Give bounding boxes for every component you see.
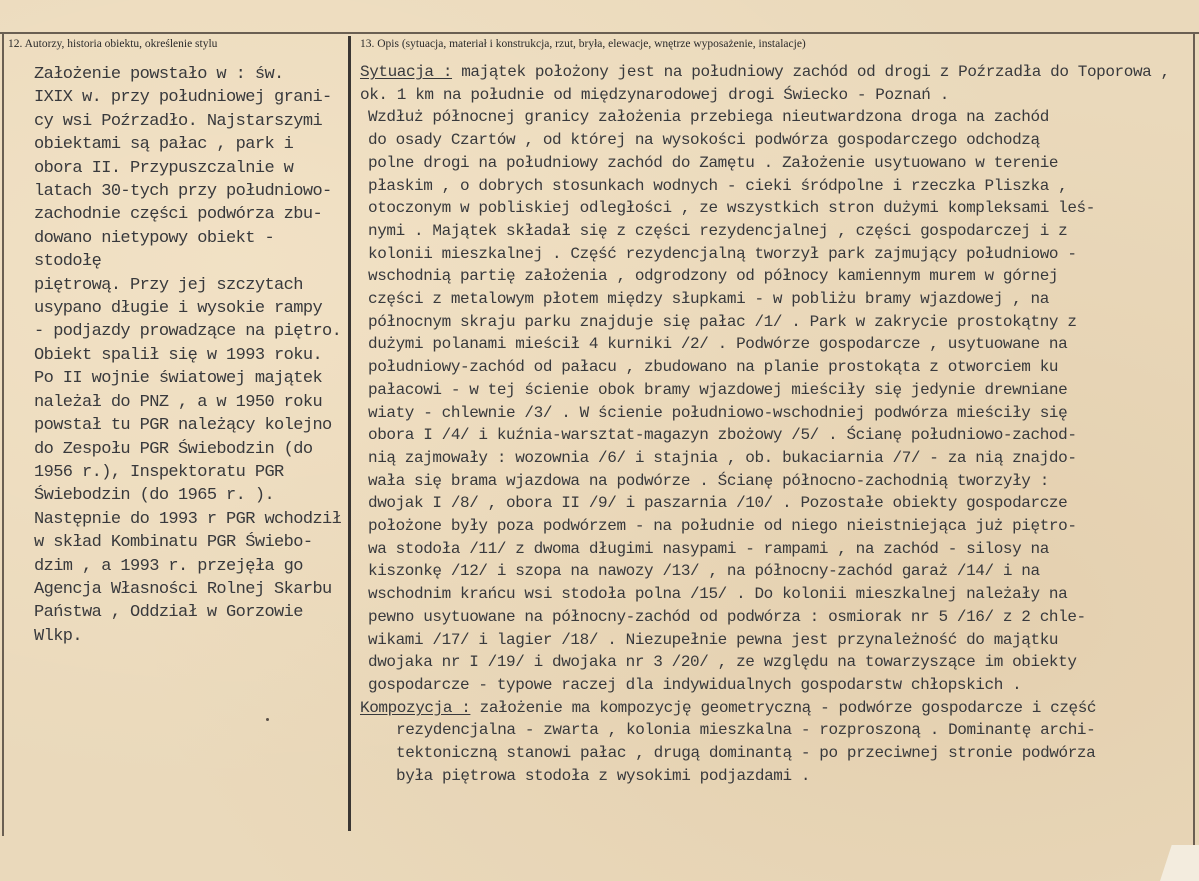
kompozycja-paragraph [360, 697, 1190, 720]
kompozycja-label: Kompozycja : [360, 698, 471, 717]
form-left-rule [2, 32, 4, 836]
sytuacja-body: Wzdłuż północnej granicy założenia przebiega nieutwardzona droga na zachód do osady Czartów , od której na wysokości podwórza gospodarczego odchodzą polne drogi na południowy zachód do Zamętu . Założenie usytuowano w terenie płaskim , o dobrych stosunkach wodnych - cieki śródpolne i rzeczka Pliszka , otoczonym w pobliskiej odległości , ze wszystkich stron dużymi kompleksami leś- nymi . Majątek składał się z części rezydencjalnej , części gospodarczej i z kolonii mieszkalnej . Część rezydencjalną tworzył park zajmujący południowo - wschodnią partię założenia , odgrodzony od północy kamiennym murem w górnej części z metalowym płotem między słupkami - w pobliżu bramy wjazdowej , na północnym skraju parku znajduje się pałac /1/ . Park w zakrycie prostokątny z dużymi polanami mieścił 4 kurniki /2/ . Podwórze gospodarcze , usytuowane na południowy-zachód od pałacu , zbudowano na planie prostokąta z otworciem ku pałacowi - w tej ścienie obok bramy wjazdowej mieściły się jedynie drewniane wiaty - chlewnie /3/ . W ścienie południowo-wschodniej podwórza mieściły się obora I /4/ i kuźnia-warsztat-magazyn zbożowy /5/ . Ścianę południowo-zachod- nią zajmowały : wozownia /6/ i stajnia , ob. bukaciarnia /7/ - za nią znajdo- wała się brama wjazdowa na podwórze . Ścianę północno-zachodnią tworzyły : dwojak I /8/ , obora II /9/ i paszarnia /10/ . Pozostałe obiekty gospodarcze położone były poza podwórzem - na południe od niego nieistniejąca już piętro- wa stodoła /11/ z dwoma długimi nasypami - rampami , na zachód - silosy na kiszonkę /12/ i szopa na nawozy /13/ , na północny-zachód garaż /14/ i na wschodnim krańcu wsi stodoła polna /15/ . Do kolonii mieszkalnej należały na pewno usytuowane na północny-zachód od podwórza : osmiorak nr 5 /16/ z 2 chle- wikami /17/ i lagier /18/ . Niezupełnie pewna jest przynależność do majątku dwojaka nr I /19/ i dwojaka nr 3 /20/ , ze względu na towarzyszące im obiekty gospodarcze - typowe raczej dla indywidualnych gospodarstw chłopskich . [368, 108, 1095, 694]
ink-dot [266, 718, 269, 721]
history-text: Założenie powstało w : św. IXIX w. przy południowej grani- cy wsi Poźrzadło. Najstarszymi obiektami są pałac , park i obora II. Przypuszczalnie w latach 30-tych przy południowo- zachodnie części podwórza zbu- dowano nietypowy obiekt - stodołę piętrową. Przy jej szczytach usypano długie i wysokie rampy - podjazdy prowadzące na piętro. Obiekt spalił się w 1993 roku. Po II wojnie światowej majątek należał do PNZ , a w 1950 roku powstał tu PGR należący kolejno do Zespołu PGR Świebodzin (do 1956 r.), Inspektoratu PGR Świebodzin (do 1965 r. ). Następnie do 1993 r PGR wchodził w skład Kombinatu PGR Świebo- dzim , a 1993 r. przejęła go Agencja Własności Rolnej Skarbu Państwa , Oddział w Gorzowie Wlkp. [34, 65, 342, 646]
section-12-header: 12. Autorzy, historia obiektu, określenie stylu [8, 38, 218, 50]
description-text [360, 61, 1190, 788]
form-top-rule [0, 32, 1199, 34]
sytuacja-label: Sytuacja : [360, 63, 453, 81]
section-13-header: 13. Opis (sytuacja, materiał i konstrukcja, rzut, bryła, elewacje, wnętrze wyposażenie, instalacje) [360, 38, 806, 50]
kompozycja-body: rezydencjalna - zwarta , kolonia mieszkalna - rozproszoną . Dominantę archi- tektoniczną stanowi pałac , drugą dominantą - po przeciwnej stronie podwórza była piętrowa stodoła z wysokimi podjazdami . [396, 721, 1096, 785]
sytuacja-first-line: majątek położony jest na południowy zachód od drogi z Poźrzadła do Toporowa , ok. 1 km na południe od międzynarodowej drogi Świecko - Poznań . [360, 63, 1170, 104]
form-right-rule [1193, 32, 1195, 872]
column-divider [348, 36, 351, 831]
kompozycja-first-line: założenie ma kompozycję geometryczną - podwórze gospodarcze i część [470, 698, 1097, 717]
sytuacja-paragraph [360, 61, 1190, 106]
